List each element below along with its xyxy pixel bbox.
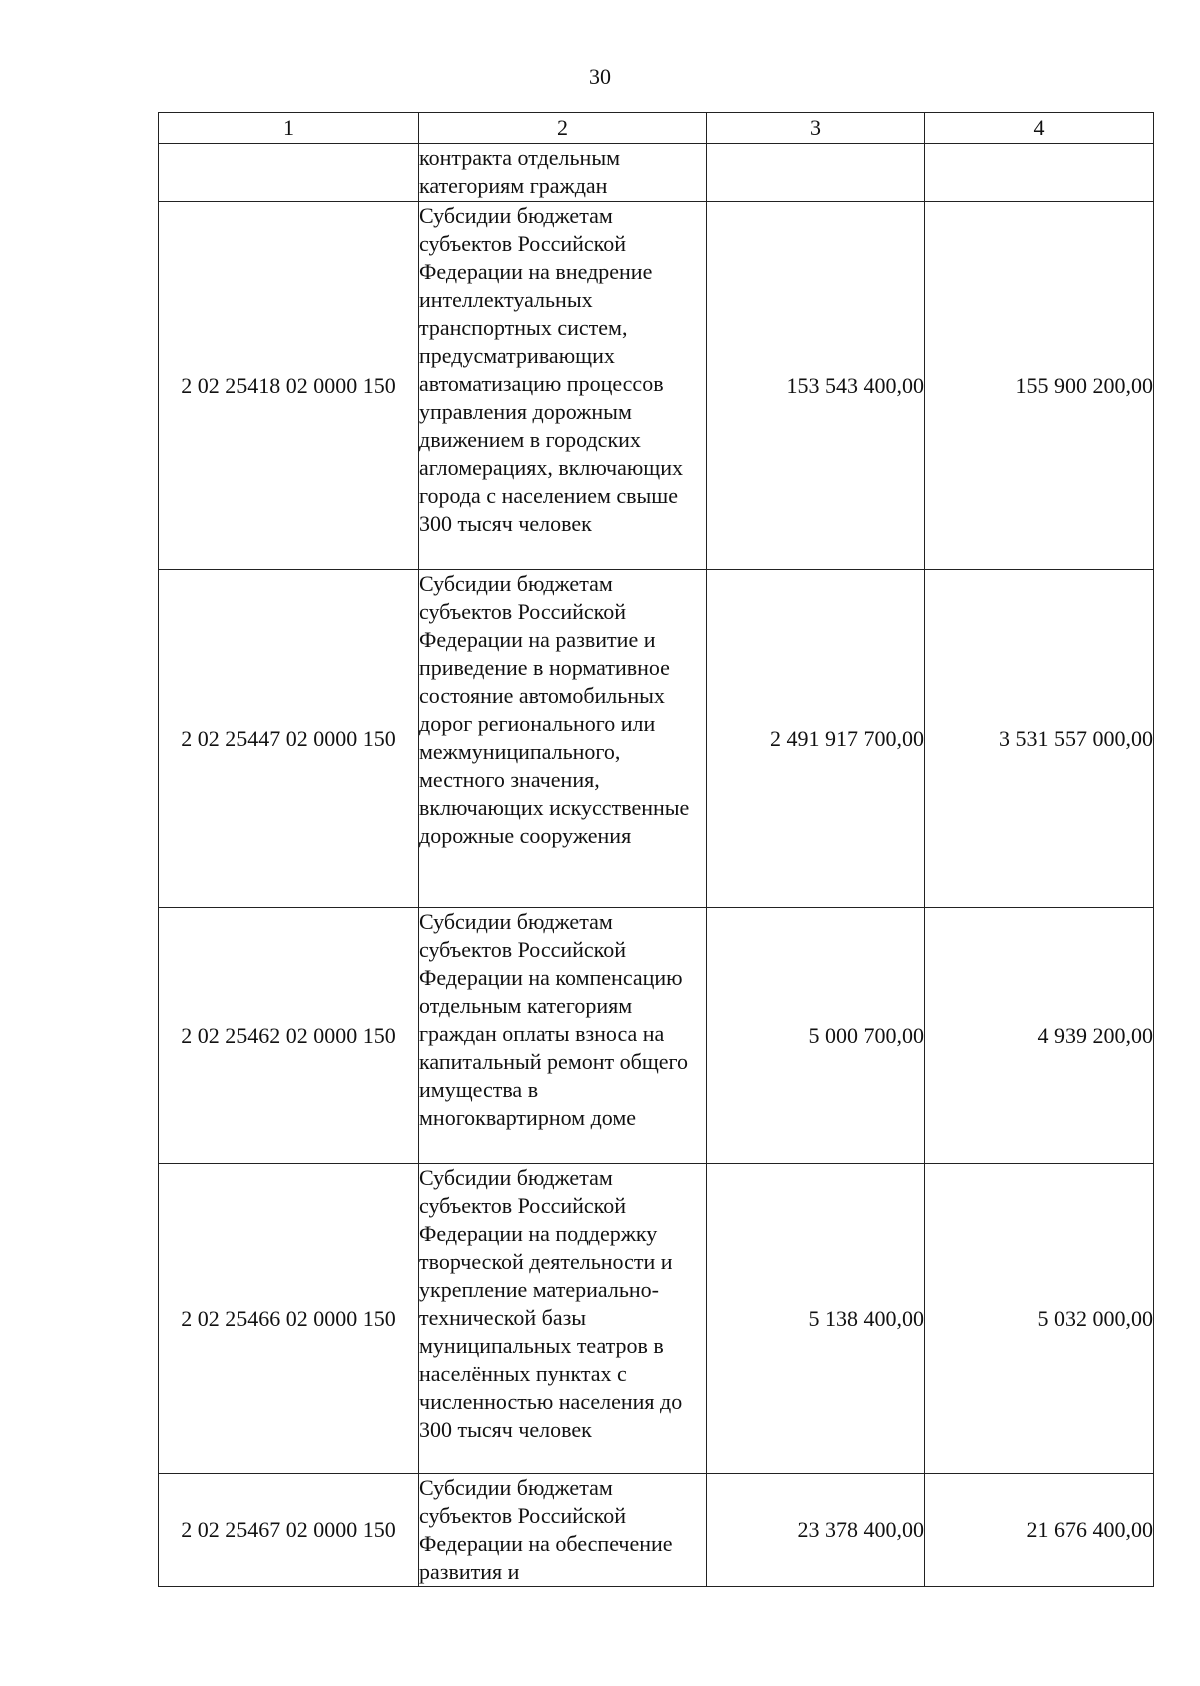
column-header-4: 4 xyxy=(925,113,1154,144)
row-name: Субсидии бюджетам субъектов Российской Федерации на обеспечение развития и xyxy=(419,1474,707,1587)
row-amount-1: 23 378 400,00 xyxy=(707,1474,925,1587)
table-row xyxy=(159,202,1154,570)
row-code: 2 02 25462 02 0000 150 xyxy=(159,908,419,1164)
row-amount-2: 21 676 400,00 xyxy=(925,1474,1154,1587)
table-row xyxy=(159,570,1154,908)
row-code: 2 02 25447 02 0000 150 xyxy=(159,570,419,908)
column-header-2: 2 xyxy=(419,113,707,144)
row-amount-1: 2 491 917 700,00 xyxy=(707,570,925,908)
row-name: Субсидии бюджетам субъектов Российской Федерации на внедрение интеллектуальных транспортных систем, предусматривающих автоматизацию процессов управления дорожным движением в городских агломерациях, включающих города с населением свыше 300 тысяч человек xyxy=(419,202,707,570)
row-amount-1 xyxy=(707,144,925,202)
row-amount-2: 155 900 200,00 xyxy=(925,202,1154,570)
table-row xyxy=(159,908,1154,1164)
row-amount-2: 3 531 557 000,00 xyxy=(925,570,1154,908)
row-code xyxy=(159,144,419,202)
page-number: 30 xyxy=(589,64,611,89)
row-amount-1: 5 000 700,00 xyxy=(707,908,925,1164)
row-amount-2: 5 032 000,00 xyxy=(925,1164,1154,1474)
column-header-3: 3 xyxy=(707,113,925,144)
header-row xyxy=(159,113,1154,144)
table-row xyxy=(159,1164,1154,1474)
row-amount-2 xyxy=(925,144,1154,202)
row-amount-1: 153 543 400,00 xyxy=(707,202,925,570)
column-header-1: 1 xyxy=(159,113,419,144)
row-code: 2 02 25467 02 0000 150 xyxy=(159,1474,419,1587)
row-name: Субсидии бюджетам субъектов Российской Федерации на развитие и приведение в нормативное состояние автомобильных дорог регионального или межмуниципального, местного значения, включающих искусственные дорожные сооружения xyxy=(419,570,707,908)
table-row xyxy=(159,1474,1154,1587)
budget-table xyxy=(158,112,1154,1587)
row-code: 2 02 25466 02 0000 150 xyxy=(159,1164,419,1474)
row-code: 2 02 25418 02 0000 150 xyxy=(159,202,419,570)
table-row xyxy=(159,144,1154,202)
row-name: контракта отдельным категориям граждан xyxy=(419,144,707,202)
row-name: Субсидии бюджетам субъектов Российской Федерации на компенсацию отдельным категориям граждан оплаты взноса на капитальный ремонт общего имущества в многоквартирном доме xyxy=(419,908,707,1164)
row-amount-2: 4 939 200,00 xyxy=(925,908,1154,1164)
row-amount-1: 5 138 400,00 xyxy=(707,1164,925,1474)
row-name: Субсидии бюджетам субъектов Российской Федерации на поддержку творческой деятельности и укрепление материально-технической базы муниципальных театров в населённых пунктах с численностью населения до 300 тысяч человек xyxy=(419,1164,707,1474)
